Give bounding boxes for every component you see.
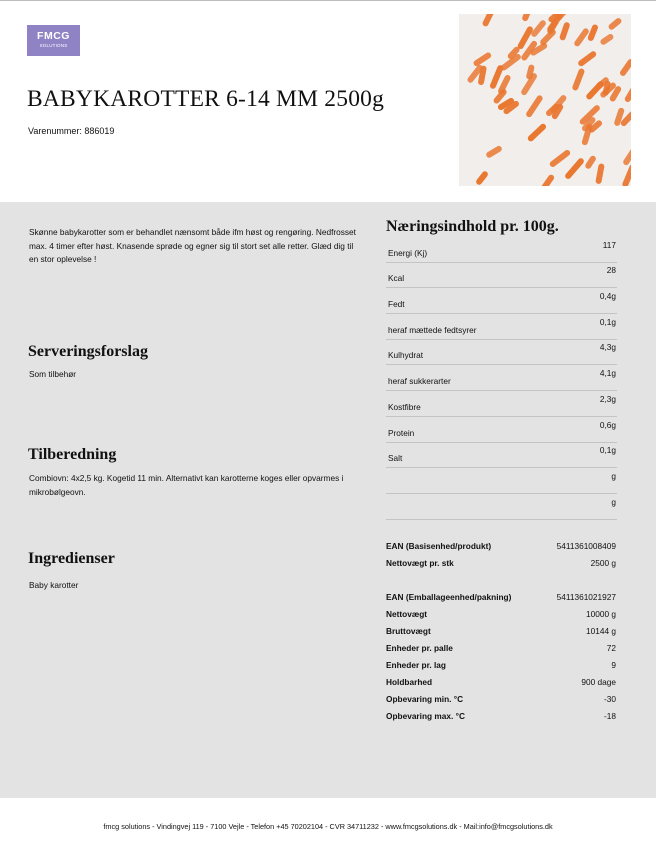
serving-heading: Serveringsforslag	[28, 343, 148, 360]
spec-value: 72	[606, 643, 616, 653]
carrot-shape	[472, 51, 492, 67]
nutrition-value: 4,1g	[599, 368, 616, 379]
nutrition-row	[386, 494, 617, 520]
nutrition-value: 2,3g	[599, 393, 616, 404]
product-description: Skønne babykarotter som er behandlet nænsomt både ifm høst og rengøring. Nedfrosset max. 4 timer efter høst. Knasende sprøde og egner sig til stort set alle retter. Glæd dig til en stor oplevelse !	[29, 227, 356, 264]
spec-value: 10144 g	[586, 626, 616, 636]
carrot-shape	[521, 14, 532, 22]
spec-label: EAN (Basisenhed/produkt)	[386, 541, 492, 551]
logo-line-1: FMCG	[37, 30, 70, 42]
nutrition-value: 0,1g	[599, 316, 616, 327]
preparation-text: Combiovn: 4x2,5 kg. Kogetid 11 min. Alternativt kan karotterne koges eller opvarmes i mikrobølgeovn.	[29, 473, 344, 497]
spec-value: -18	[604, 711, 616, 721]
carrot-shape	[607, 17, 622, 31]
nutrition-label: Salt	[388, 453, 403, 464]
nutrition-value: 0,6g	[599, 419, 616, 430]
carrot-shape	[482, 14, 496, 27]
spec-row	[386, 657, 617, 674]
carrot-shape	[525, 94, 544, 118]
nutrition-row	[386, 365, 617, 391]
fmcg-logo	[27, 25, 80, 56]
spec-label: Opbevaring min. °C	[386, 694, 464, 704]
nutrition-heading: Næringsindhold pr. 100g.	[386, 218, 559, 235]
nutrition-row	[386, 417, 617, 443]
carrot-shape	[539, 174, 555, 186]
product-title: BABYKAROTTER 6-14 MM 2500g	[27, 86, 385, 112]
spec-row	[386, 555, 617, 572]
spec-label: Enheder pr. palle	[386, 643, 453, 653]
carrot-shape	[573, 27, 590, 47]
ingredients-text: Baby karotter	[29, 580, 79, 590]
nutrition-label: Fedt	[388, 299, 405, 310]
nutrition-label: heraf sukkerarter	[388, 376, 451, 387]
ingredients-heading: Ingredienser	[28, 550, 115, 567]
nutrition-label: heraf mættede fedtsyrer	[388, 324, 477, 335]
carrot-shape	[621, 163, 631, 186]
carrot-shape	[559, 21, 571, 41]
spec-value: -30	[604, 694, 616, 704]
nutrition-value: 0,1g	[599, 445, 616, 456]
spec-label: Holdbarhed	[386, 677, 433, 687]
carrot-shape	[571, 68, 585, 92]
spec-label: Nettovægt pr. stk	[386, 558, 454, 568]
nutrition-label: Kostfibre	[388, 401, 421, 412]
spec-value: 5411361021927	[556, 592, 616, 602]
carrot-shape	[624, 79, 631, 103]
base-unit-specs	[386, 538, 617, 572]
nutrition-row	[386, 314, 617, 340]
spec-row	[386, 674, 617, 691]
carrot-shape	[485, 145, 503, 159]
spec-row	[386, 640, 617, 657]
carrot-shape	[475, 170, 489, 186]
preparation-heading: Tilberedning	[28, 446, 117, 463]
product-photo	[459, 14, 631, 186]
footer-contact: fmcg solutions - Vindingvej 119 - 7100 Vejle - Telefon +45 70202104 - CVR 34711232 - www.fmcgsolutions.dk - Mail:info@fmcgsolutions.dk	[103, 822, 553, 831]
item-number: Varenummer: 886019	[28, 126, 115, 136]
carrot-shape	[599, 33, 614, 46]
carrot-shape	[584, 155, 597, 170]
spec-row	[386, 589, 617, 606]
carrot-shape	[622, 145, 631, 166]
serving-text: Som tilbehør	[29, 369, 77, 379]
nutrition-label: Kcal	[388, 273, 405, 284]
spec-row	[386, 691, 617, 708]
spec-label: Enheder pr. lag	[386, 660, 446, 670]
spec-value: 9	[611, 660, 616, 670]
spec-label: EAN (Emballageenhed/pakning)	[386, 592, 512, 602]
spec-label: Nettovægt	[386, 609, 428, 619]
nutrition-label: Energi (Kj)	[388, 247, 428, 258]
carrot-shape	[577, 50, 597, 67]
nutrition-value: 117	[602, 239, 616, 250]
nutrition-row	[386, 237, 617, 263]
carrot-shape	[619, 58, 631, 77]
carrot-shape	[549, 149, 572, 168]
top-border	[0, 0, 656, 1]
nutrition-value: g	[611, 496, 616, 507]
nutrition-row	[386, 391, 617, 417]
nutrition-value: g	[611, 470, 616, 481]
nutrition-label: Protein	[388, 427, 415, 438]
carrot-shape	[527, 123, 548, 143]
logo-line-2: SOLUTIONS	[39, 43, 68, 48]
nutrition-row	[386, 443, 617, 469]
spec-row	[386, 623, 617, 640]
spec-value: 10000 g	[586, 609, 616, 619]
spec-label: Opbevaring max. °C	[386, 711, 465, 721]
nutrition-row	[386, 468, 617, 494]
packaging-specs	[386, 589, 617, 725]
carrot-shape	[595, 163, 605, 184]
spec-row	[386, 538, 617, 555]
spec-value: 2500 g	[590, 558, 616, 568]
nutrition-row	[386, 288, 617, 314]
spec-value: 5411361008409	[556, 541, 616, 551]
nutrition-row	[386, 263, 617, 289]
carrot-shape	[564, 157, 585, 180]
nutrition-value: 0,4g	[599, 291, 616, 302]
nutrition-row	[386, 340, 617, 366]
nutrition-label: Kulhydrat	[388, 350, 424, 361]
spec-row	[386, 606, 617, 623]
spec-row	[386, 708, 617, 725]
nutrition-table	[386, 237, 617, 520]
carrots-image	[459, 14, 631, 186]
nutrition-value: 28	[606, 265, 616, 276]
spec-label: Bruttovægt	[386, 626, 431, 636]
nutrition-value: 4,3g	[599, 342, 616, 353]
spec-value: 900 dage	[581, 677, 616, 687]
carrot-shape	[587, 24, 599, 42]
